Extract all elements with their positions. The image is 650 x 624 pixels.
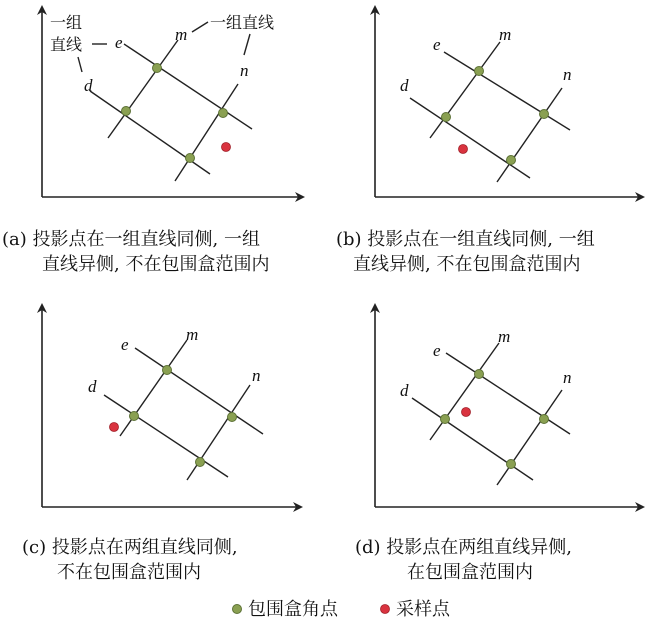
panel-d-label-n: n (563, 368, 572, 387)
panel-c-corner-point (196, 458, 205, 467)
panel-a-sample-point (222, 143, 231, 152)
panel-a-caption-line2: 直线异侧, 不在包围盒范围内 (42, 254, 270, 275)
panel-b-caption-line2: 直线异侧, 不在包围盒范围内 (353, 254, 581, 275)
panel-c (22, 308, 298, 583)
panel-a-leader-m (192, 22, 208, 32)
panel-a-leader-n (244, 34, 250, 55)
panel-a-caption-line1: (a) 投影点在一组直线同侧, 一组 (2, 229, 260, 250)
panel-b-corner-point (540, 110, 549, 119)
panel-a-group-label-left-1: 一组 (50, 13, 83, 32)
panel-b-line-d (410, 98, 530, 178)
panel-a-leader-d (78, 57, 82, 72)
panel-c-sample-point (110, 423, 119, 432)
panel-d-corner-point (475, 370, 484, 379)
panel-a-corner-point (186, 154, 195, 163)
panel-a-line-e (124, 44, 252, 129)
panel-b-label-m: m (499, 25, 512, 44)
panel-d-caption-line1: (d) 投影点在两组直线异侧, (355, 537, 573, 558)
panel-d-line-n (497, 390, 562, 485)
panel-c-corner-point (228, 413, 237, 422)
panel-d-sample-point (462, 408, 471, 417)
panel-b-line-n (497, 88, 562, 182)
panel-b-label-n: n (563, 65, 572, 84)
panel-a-corner-point (219, 109, 228, 118)
panel-b-line-e (444, 52, 570, 130)
panel-b-corner-point (475, 67, 484, 76)
legend-sample-label: 采样点 (396, 599, 450, 620)
panel-a-label-m: m (175, 25, 188, 44)
panel-c-line-n (187, 385, 250, 480)
panel-a-label-e: e (115, 33, 123, 52)
panel-d-label-m: m (498, 327, 511, 346)
panel-b-label-d: d (400, 76, 409, 95)
legend-corner-label: 包围盒角点 (248, 599, 338, 620)
panel-c-label-m: m (186, 325, 199, 344)
panel-b-sample-point (459, 145, 468, 154)
panel-c-label-e: e (121, 335, 129, 354)
panel-c-corner-point (130, 412, 139, 421)
panel-b-label-e: e (433, 35, 441, 54)
panel-d-label-d: d (400, 381, 409, 400)
legend (233, 599, 451, 620)
panel-a-group-label-right: 一组直线 (210, 13, 275, 32)
panel-d-caption-line2: 在包围盒范围内 (407, 562, 533, 583)
panel-c-corner-point (163, 366, 172, 375)
panel-d-corner-point (441, 415, 450, 424)
panel-d-corner-point (540, 415, 549, 424)
panel-d-label-e: e (433, 341, 441, 360)
panel-a (2, 10, 300, 275)
legend-corner-marker (233, 605, 242, 614)
panel-c-line-m (120, 340, 187, 436)
panel-b-corner-point (507, 156, 516, 165)
panel-a-label-n: n (240, 61, 249, 80)
panel-b (336, 10, 640, 275)
panel-c-line-e (135, 348, 263, 434)
panel-b-corner-point (442, 113, 451, 122)
panel-d-corner-point (507, 460, 516, 469)
panel-b-line-m (430, 42, 500, 138)
panel-a-group-label-left-2: 直线 (50, 35, 83, 54)
panel-c-line-d (104, 395, 228, 477)
panel-a-line-m (108, 40, 178, 138)
panel-a-corner-point (153, 64, 162, 73)
panel-c-label-n: n (252, 366, 261, 385)
panel-b-caption-line1: (b) 投影点在一组直线同侧, 一组 (336, 229, 595, 250)
panel-c-caption-line2: 不在包围盒范围内 (57, 562, 201, 583)
panel-c-label-d: d (88, 377, 97, 396)
panel-a-label-d: d (84, 76, 93, 95)
panel-d-line-e (446, 353, 570, 434)
panel-c-caption-line1: (c) 投影点在两组直线同侧, (22, 537, 238, 558)
legend-sample-marker (381, 605, 390, 614)
panel-d (355, 308, 640, 583)
panel-a-corner-point (122, 107, 131, 116)
